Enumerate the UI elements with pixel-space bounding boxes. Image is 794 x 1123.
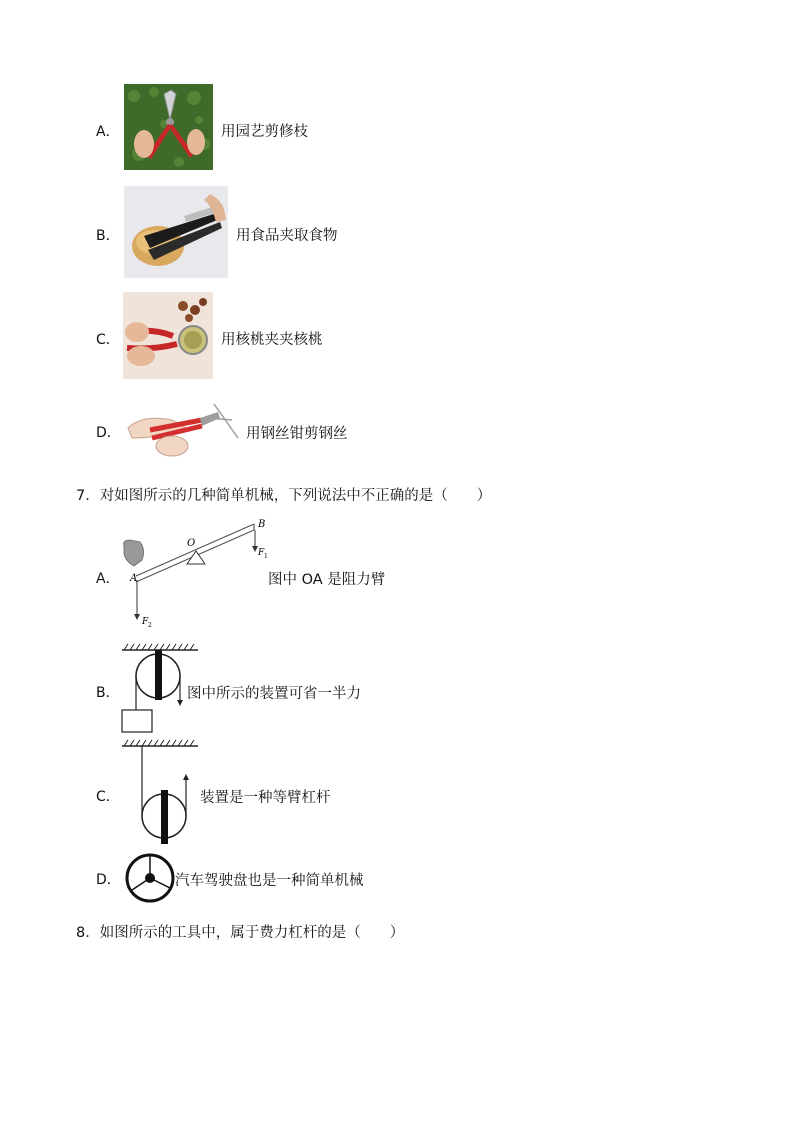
movable-pulley-diagram bbox=[118, 738, 202, 846]
q7-option-b-text: 图中所示的装置可省一半力 bbox=[187, 686, 361, 702]
food-tongs-image bbox=[124, 186, 228, 278]
q6-option-a-text: 用园艺剪修枝 bbox=[221, 124, 308, 140]
q7-option-b-letter: B． bbox=[96, 685, 120, 701]
label-f1-sub: 1 bbox=[264, 553, 268, 560]
label-b: B bbox=[258, 519, 266, 530]
q8-title: 8．如图所示的工具中，属于费力杠杆的是（ ） bbox=[76, 925, 405, 941]
label-a: A bbox=[130, 573, 138, 584]
steering-wheel-icon bbox=[124, 852, 178, 904]
q6-option-a-letter: A． bbox=[96, 124, 120, 140]
q7-option-c-letter: C． bbox=[96, 789, 120, 805]
q7-option-d-text: 汽车驾驶盘也是一种简单机械 bbox=[175, 873, 364, 889]
label-o: O bbox=[187, 538, 196, 549]
q6-option-c-letter: C． bbox=[96, 332, 120, 348]
lever-diagram bbox=[118, 510, 278, 632]
q7-option-a-letter: A． bbox=[96, 571, 120, 587]
q6-option-d-letter: D． bbox=[96, 425, 121, 441]
q7-option-c-text: 装置是一种等臂杠杆 bbox=[200, 790, 331, 806]
q6-option-d-text: 用钢丝钳剪钢丝 bbox=[246, 426, 348, 442]
stone-icon bbox=[124, 540, 144, 566]
label-f1: F bbox=[258, 548, 265, 558]
q7-option-d-letter: D． bbox=[96, 872, 121, 888]
q6-option-b-text: 用食品夹取食物 bbox=[236, 228, 338, 244]
label-f2: F bbox=[142, 617, 149, 627]
q6-option-c-text: 用核桃夹夹核桃 bbox=[221, 332, 323, 348]
q6-option-b-letter: B． bbox=[96, 228, 120, 244]
q7-option-a-text: 图中 OA 是阻力臂 bbox=[268, 572, 386, 588]
q7-title: 7．对如图所示的几种简单机械，下列说法中不正确的是（ ） bbox=[76, 488, 492, 504]
garden-shears-image bbox=[124, 84, 213, 170]
label-f2-sub: 2 bbox=[148, 622, 152, 629]
wire-pliers-image bbox=[122, 398, 240, 460]
nutcracker-image bbox=[123, 292, 213, 379]
